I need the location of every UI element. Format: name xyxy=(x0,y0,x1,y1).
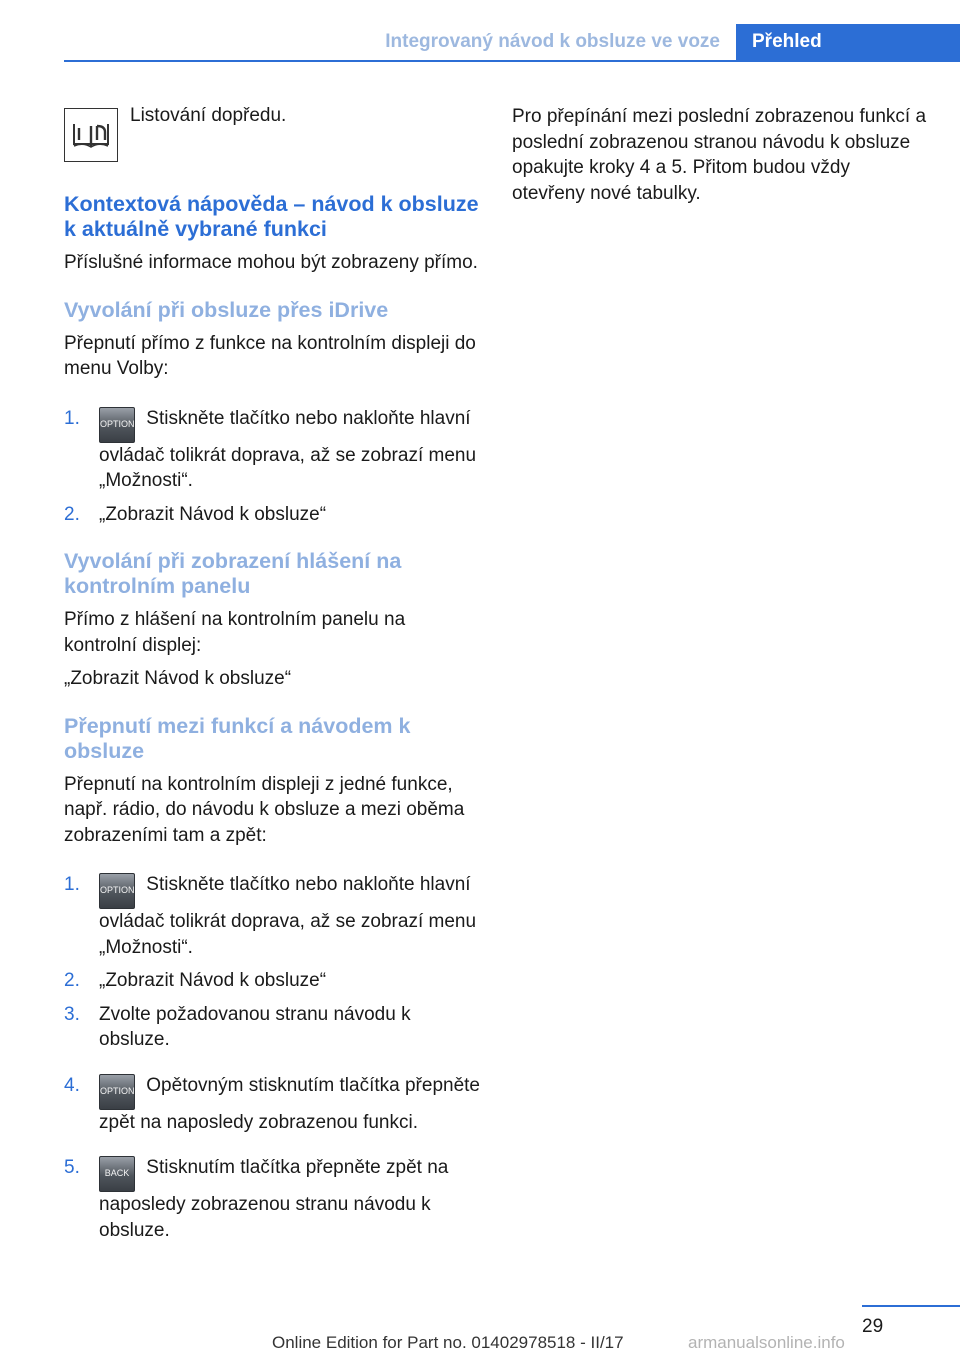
tab-prehled: Přehled xyxy=(736,24,960,62)
list-item xyxy=(64,968,480,994)
heading-idrive: Vyvolání při obsluze přes iDrive xyxy=(64,297,389,322)
step-number: 1. xyxy=(64,407,80,429)
list-item xyxy=(64,502,480,528)
option-button-icon: OPTION xyxy=(99,1074,135,1110)
step-text: „Zobrazit Návod k obsluze“ xyxy=(99,970,327,991)
step-text: Stisknutím tlačítka přepněte zpět na naposledy zobrazenou stranu návodu k obsluze. xyxy=(99,1157,449,1241)
book-icon xyxy=(64,108,118,162)
steps-list xyxy=(64,872,480,1243)
steps-list xyxy=(64,406,480,528)
list-item xyxy=(64,1155,480,1243)
paragraph: Přepnutí na kontrolním displeji z jedné funkce, např. rádio, do návodu k obsluze a mezi oběma zobrazeními tam a zpět: xyxy=(64,773,465,846)
paragraph: Příslušné informace mohou být zobrazeny přímo. xyxy=(64,252,478,273)
step-text: Stiskněte tlačítko nebo nakloňte hlavní ovládač tolikrát doprava, až se zobrazí menu „Možnosti“. xyxy=(99,874,477,958)
list-item xyxy=(64,1002,480,1053)
back-button-icon: BACK xyxy=(99,1156,135,1192)
step-text: Stiskněte tlačítko nebo nakloňte hlavní ovládač tolikrát doprava, až se zobrazí menu „Možnosti“. xyxy=(99,407,477,491)
section-context-help xyxy=(64,192,480,276)
section-switch xyxy=(64,714,480,1244)
option-button-icon: OPTION xyxy=(99,873,135,909)
option-button-icon: OPTION xyxy=(99,407,135,443)
paragraph: Přepnutí přímo z funkce na kontrolním displeji do menu Volby: xyxy=(64,332,476,379)
left-column xyxy=(64,100,480,1265)
heading-context-help: Kontextová nápověda – návod k obsluze k aktuálně vybrané funkci xyxy=(64,192,479,241)
step-text: „Zobrazit Návod k obsluze“ xyxy=(99,503,327,525)
intro-row xyxy=(64,100,480,162)
list-item xyxy=(64,1073,480,1136)
step-number: 5. xyxy=(64,1157,80,1178)
section-control-panel xyxy=(64,549,480,692)
section-title: Integrovaný návod k obsluze ve voze xyxy=(385,31,720,52)
step-number: 3. xyxy=(64,1003,80,1025)
heading-switch: Přepnutí mezi funkcí a návodem k obsluze xyxy=(64,713,411,763)
step-number: 1. xyxy=(64,874,80,895)
header-rule xyxy=(64,60,736,62)
heading-control-panel: Vyvolání při zobrazení hlášení na kontrolním panelu xyxy=(64,549,402,598)
intro-text: Listování dopředu. xyxy=(130,105,287,126)
page-header xyxy=(64,24,960,62)
section-idrive xyxy=(64,298,480,528)
paragraph: Pro přepínání mezi poslední zobrazenou funkcí a poslední zobrazenou stranou návodu k obsluze opakujte kroky 4 a 5. Přitom budou vždy otevřeny nové tabulky. xyxy=(512,106,927,204)
step-number: 2. xyxy=(64,503,80,525)
step-text: Zvolte požadovanou stranu návodu k obsluze. xyxy=(99,1003,411,1050)
footer-rule xyxy=(862,1305,960,1307)
right-column xyxy=(512,104,928,214)
paragraph: Přímo z hlášení na kontrolním panelu na kontrolní displej: xyxy=(64,609,406,656)
step-number: 4. xyxy=(64,1074,80,1096)
step-text: Opětovným stisknutím tlačítka přepněte zpět na naposledy zobrazenou funkci. xyxy=(99,1074,480,1133)
list-item xyxy=(64,872,480,960)
step-number: 2. xyxy=(64,970,80,991)
edition-text: Online Edition for Part no. 01402978518 - II/17 xyxy=(272,1333,624,1352)
list-item xyxy=(64,406,480,494)
paragraph: „Zobrazit Návod k obsluze“ xyxy=(64,668,292,689)
page-number: 29 xyxy=(862,1316,884,1337)
watermark: armanualsonline.info xyxy=(688,1333,845,1352)
